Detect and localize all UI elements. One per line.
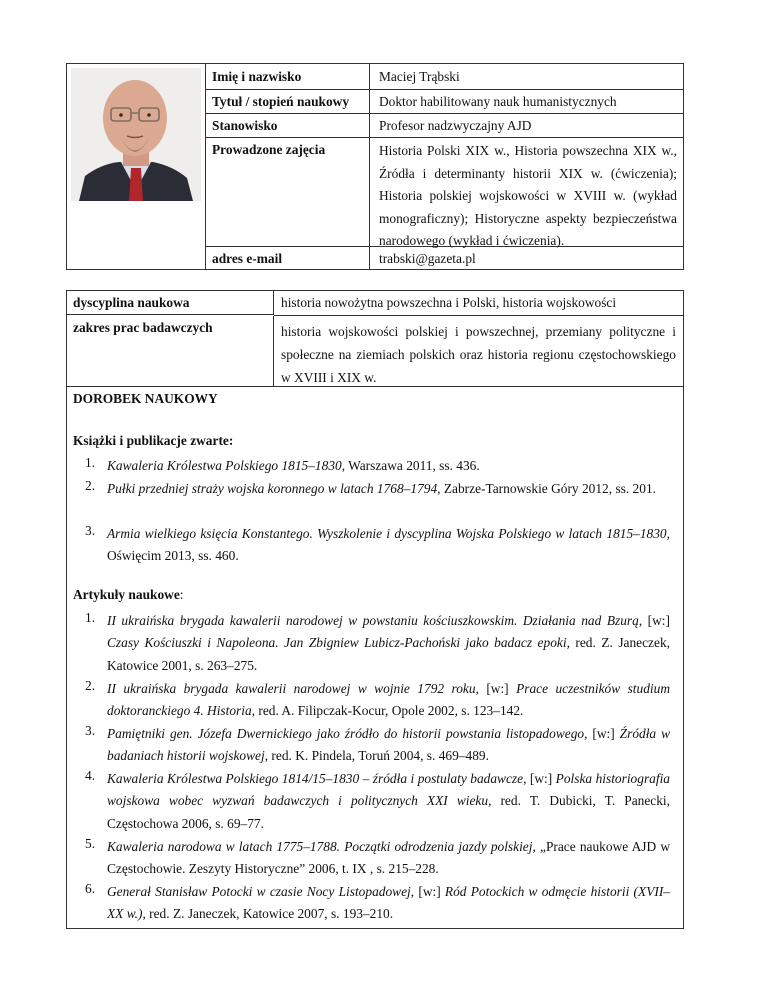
discipline-value: historia nowożytna powszechna i Polski, historia wojskowości (281, 295, 617, 310)
classes-label: Prowadzone zajęcia (205, 137, 370, 246)
email-value[interactable]: trabski@gazeta.pl (379, 251, 476, 266)
achievements-heading: DOROBEK NAUKOWY (73, 391, 218, 406)
row-title (205, 89, 683, 114)
name-label: Imię i nazwisko (205, 64, 370, 89)
title-value: Doktor habilitowany nauk humanistycznych (379, 94, 617, 109)
articles-heading: Artykuły naukowe: (73, 587, 184, 602)
row-name (205, 64, 683, 90)
email-label: adres e-mail (205, 246, 370, 269)
research-value: historia wojskowości polskiej i powszechnej, przemiany polityczne i społeczne na ziemiach polskich oraz historia regionu częstochowskiego w XVIII i XIX w. (281, 324, 676, 385)
discipline-label: dyscyplina naukowa (67, 291, 274, 315)
name-value: Maciej Trąbski (379, 69, 460, 84)
row-email (205, 246, 683, 269)
position-label: Stanowisko (205, 113, 370, 137)
profile-table (66, 63, 684, 270)
photo-cell (67, 64, 206, 269)
books-heading: Książki i publikacje zwarte: (73, 433, 234, 448)
research-label: zakres prac badawczych (67, 316, 274, 386)
position-value: Profesor nadzwyczajny AJD (379, 118, 532, 133)
discipline-table (66, 290, 684, 386)
classes-value: Historia Polski XIX w., Historia powszechna XIX w., Źródła i determinanty historii XIX w. (ćwiczenia); Historia polskiej wojskowości w XVIII w. (wykład monograficzny); Historyczne aspekty bezpieczeństwa narodowego (wykład i ćwiczenia). (379, 143, 677, 248)
title-label: Tytuł / stopień naukowy (205, 89, 370, 113)
achievements-section: DOROBEK NAUKOWY Książki i publikacje zwarte: 1. Kawaleria Królestwa Polskiego 1815–1830, Warszawa 2011, ss. 436. 2. Pułki przedniej straży wojska koronnego w latach 1768–1794, Zabrze-Tarnowskie Góry 2012, ss. 201. 3. Armia wielkiego księcia Konstantego. Wyszkolenie i dyscyplina Wojska Polskiego w latach 1815–1830, Oświęcim 2013, ss. 460. Artykuły naukowe: 1. II ukraińska brygada kawalerii narodowej w powstaniu kościuszkowskim. Działania nad Bzurą, [w:] Czasy Kościuszki i Napoleona. Jan Zbigniew Lubicz-Pachoński jako badacz epoki, red. Z. Janeczek, Katowice 2001, s. 263–275. 2. II ukraińska brygada kawalerii narodowej w wojnie 1792 roku, [w:] Prace uczestników studium doktoranckiego 4. Historia, red. A. Filipczak-Kocur, Opole 2002, s. 123–142. 3. Pamiętniki gen. Józefa Dwernickiego jako źródło do historii powstania listopadowego, [w:] Źródła w badaniach historii wojskowej, red. K. Pindela, Toruń 2004, s. 469–489. 4. Kawaleria Królestwa Polskiego 1814/15–1830 – źródła i postulaty badawcze, [w:] Polska historiografia wojskowa wobec wyzwań badawczych i politycznych XXI wieku, red. T. Dubicki, T. Panecki, Częstochowa 2006, s. 69–77. 5. Kawaleria narodowa w latach 1775–1788. Początki odrodzenia jazdy polskiej, „Prace naukowe AJD w Częstochowie. Zeszyty Historyczne” 2006, t. IX , s. 215–228. 6. Generał Stanisław Potocki w czasie Nocy Listopadowej, [w:] Ród Potockich w odmęcie historii (XVII–XX w.), red. Z. Janeczek, Katowice 2007, s. 193–210. (66, 386, 684, 929)
row-position (205, 113, 683, 138)
row-classes (205, 137, 683, 247)
portrait-photo (71, 68, 201, 201)
